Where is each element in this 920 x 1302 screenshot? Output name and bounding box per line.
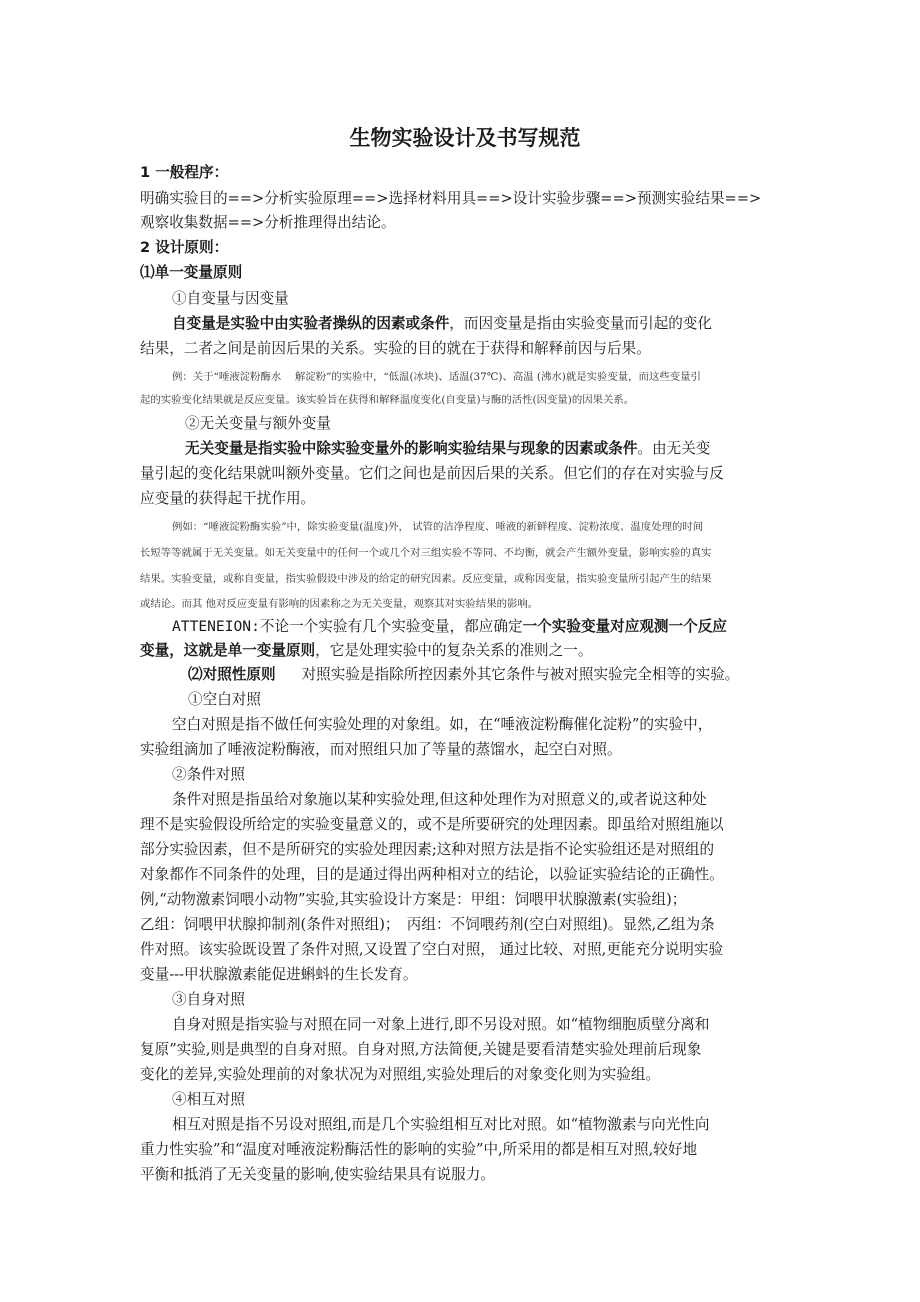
self-control-heading: ③自身对照 — [172, 991, 245, 1008]
section-2-heading: 2 设计原则： — [140, 239, 229, 256]
paragraph-line: 相互对照是指不另设对照组,而是几个实验组相互对比对照。如“植物激素与向光性向 — [172, 1116, 710, 1133]
conditional-control-heading: ②条件对照 — [172, 766, 245, 783]
paragraph-line: 变量---甲状腺激素能促进蝌蚪的生长发育。 — [140, 966, 418, 983]
example-line: 起的实验变化结果就是反应变量。该实验旨在获得和解释温度变化(自变量)与酶的活性(因变量)的因果关系。 — [140, 394, 635, 406]
text-span: 不论一个实验有几个实验变量，都应确定 — [259, 618, 523, 635]
principle-2-line — [188, 665, 739, 685]
paragraph-line: 量引起的变化结果就叫额外变量。它们之间也是前因后果的关系。但它们的存在对实验与反 — [140, 465, 724, 482]
procedure-line: 明确实验目的==>分析实验原理==>选择材料用具==>设计实验步骤==>预测实验结果==> — [140, 190, 762, 207]
bold-definition: 无关变量是指实验中除实验变量外的影响实验结果与现象的因素或条件 — [185, 440, 638, 457]
attention-line — [140, 641, 592, 661]
paragraph-line: 复原”实验,则是典型的自身对照。自身对照,方法简便,关键是要看清楚实验处理前后现象 — [140, 1041, 702, 1058]
blank-control-heading: ①空白对照 — [188, 691, 261, 708]
example-line: 例：关于“唾液淀粉酶水 解淀粉”的实验中，“低温(冰块)、适温(37℃)、高温 (沸水)就是实验变量，而这些变量引 — [172, 371, 701, 383]
paragraph-line — [185, 439, 710, 459]
paragraph-line: 自身对照是指实验与对照在同一对象上进行,即不另设对照。如“植物细胞质壁分离和 — [172, 1016, 710, 1033]
section-1-heading: 1 一般程序： — [140, 164, 229, 181]
paragraph-line: 实验组滴加了唾液淀粉酶液，而对照组只加了等量的蒸馏水，起空白对照。 — [140, 741, 622, 758]
principle-2-intro: 对照实验是指除所控因素外其它条件与被对照实验完全相等的实验。 — [301, 666, 740, 683]
mutual-control-heading: ④相互对照 — [172, 1091, 245, 1108]
paragraph-line: 变化的差异,实验处理前的对象状况为对照组,实验处理后的对象变化则为实验组。 — [140, 1066, 661, 1083]
bold-text: 变量，这就是单一变量原则 — [140, 642, 316, 659]
example-line: 例如：“唾液淀粉酶实验”中，除实验变量(温度)外， 试管的洁净程度、唾液的新鲜程度、淀粉浓度、温度处理的时间 — [172, 521, 704, 533]
paragraph-line: 结果，二者之间是前因后果的关系。实验的目的就在于获得和解释前因与后果。 — [140, 340, 651, 357]
bold-text: 一个实验变量对应观测一个反应 — [522, 618, 727, 635]
paragraph-line: 重力性实验”和“温度对唾液淀粉酶活性的影响的实验”中,所采用的都是相互对照,较好地 — [140, 1141, 698, 1158]
paragraph-line: 件对照。该实验既设置了条件对照,又设置了空白对照， 通过比较、对照,更能充分说明实验 — [140, 941, 724, 958]
subheading-variables: ①自变量与因变量 — [172, 290, 289, 307]
paragraph-line: 例,“动物激素饲喂小动物”实验,其实验设计方案是：甲组：饲喂甲状腺激素(实验组)； — [140, 891, 687, 908]
attention-label: ATTENEION: — [172, 618, 260, 635]
document-title: 生物实验设计及书写规范 — [349, 126, 581, 150]
attention-line — [172, 617, 727, 637]
example-line: 或结论。而其 他对反应变量有影响的因素称之为无关变量，观察其对实验结果的影响。 — [140, 598, 539, 610]
paragraph-line: 部分实验因素，但不是所研究的实验处理因素;这种对照方法是指不论实验组还是对照组的 — [140, 841, 715, 858]
paragraph-line: 乙组：饲喂甲状腺抑制剂(条件对照组)； 丙组：不饲喂药剂(空白对照组)。显然,乙组为条 — [140, 916, 715, 933]
paragraph-line — [172, 314, 712, 334]
paragraph-line: 空白对照是指不做任何实验处理的对象组。如，在“唾液淀粉酶催化淀粉”的实验中， — [172, 716, 713, 733]
paragraph-line: 平衡和抵消了无关变量的影响,使实验结果具有说服力。 — [140, 1166, 495, 1183]
text-span: ，它是处理实验中的复杂关系的准则之一。 — [315, 642, 593, 659]
example-line: 结果。实验变量，或称自变量，指实验假设中涉及的给定的研究因素。反应变量，或称因变量，指实验变量所引起产生的结果 — [140, 573, 712, 585]
principle-2-heading: ⑵对照性原则 — [188, 666, 276, 683]
paragraph-line: 应变量的获得起干扰作用。 — [140, 490, 316, 507]
procedure-line: 观察收集数据==>分析推理得出结论。 — [140, 214, 396, 231]
bold-definition: 自变量是实验中由实验者操纵的因素或条件 — [172, 315, 450, 332]
paragraph-line: 对象都作不同条件的处理，目的是通过得出两种相对立的结论，以验证实验结论的正确性。 — [140, 866, 724, 883]
paragraph-line: 理不是实验假设所给定的实验变量意义的，或不是所要研究的处理因素。即虽给对照组施以 — [140, 816, 724, 833]
subheading-irrelevant-variables: ②无关变量与额外变量 — [185, 415, 331, 432]
example-line: 长短等等就属于无关变量。如无关变量中的任何一个或几个对三组实验不等同、不均衡，就会产生额外变量，影响实验的真实 — [140, 547, 712, 559]
text-span: ，而因变量是指由实验变量而引起的变化 — [449, 315, 712, 332]
principle-1-heading: ⑴单一变量原则 — [140, 264, 243, 281]
text-span: 。由无关变 — [637, 440, 711, 457]
paragraph-line: 条件对照是指虽给对象施以某种实验处理,但这种处理作为对照意义的,或者说这种处 — [172, 791, 707, 808]
